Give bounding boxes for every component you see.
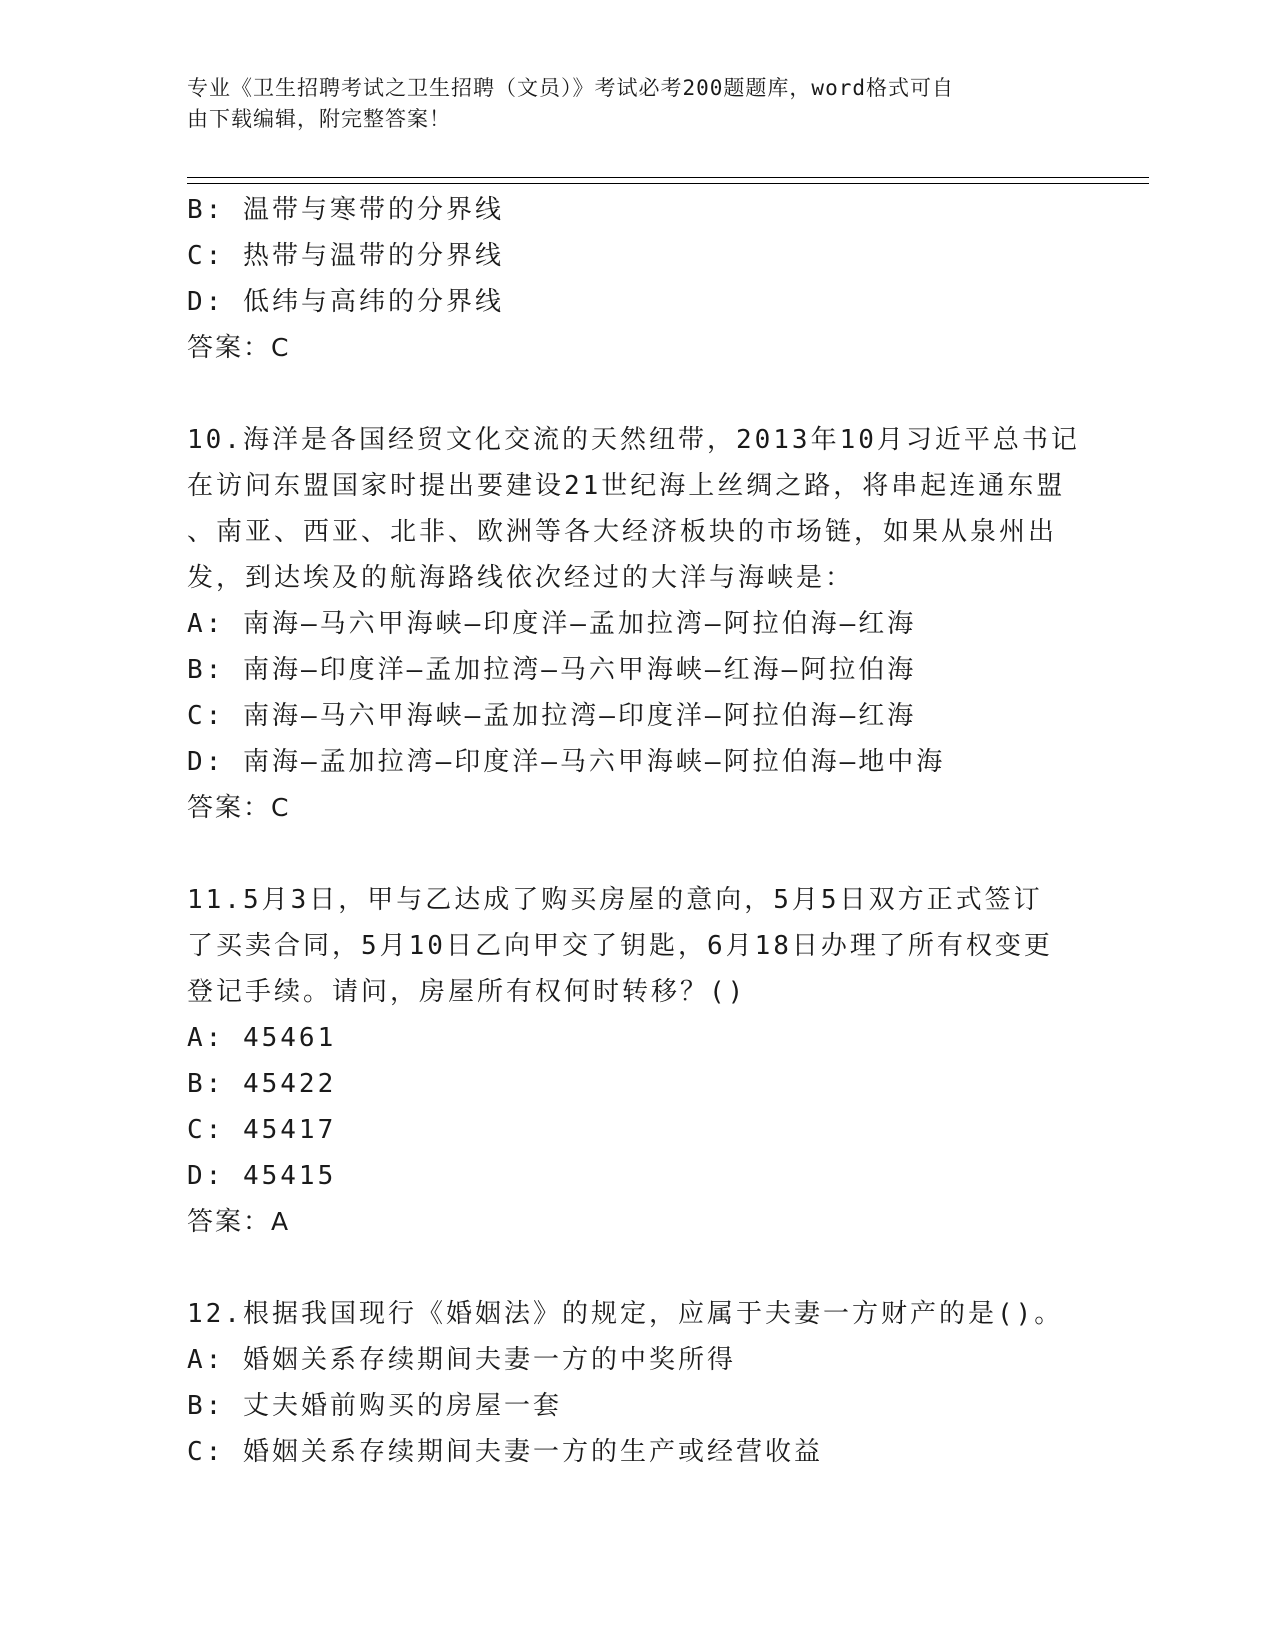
option-b: B: 45422 <box>187 1069 337 1099</box>
answer-value: C <box>271 793 292 822</box>
option-a: A: 南海—马六甲海峡—印度洋—孟加拉湾—阿拉伯海—红海 <box>187 609 917 639</box>
option-d: D: 低纬与高纬的分界线 <box>187 287 504 317</box>
header-divider-bottom <box>187 183 1149 184</box>
question-content <box>187 187 1087 1475</box>
header-title-line-1: 专业《卫生招聘考试之卫生招聘（文员）》考试必考200题题库，word格式可自 <box>187 76 954 100</box>
question-11 <box>187 877 1087 1245</box>
option-d: D: 45415 <box>187 1161 337 1191</box>
question-stem-line: 登记手续。请问，房屋所有权何时转移？() <box>187 977 747 1007</box>
answer-value: C <box>271 333 292 362</box>
option-c: C: 南海—马六甲海峡—孟加拉湾—印度洋—阿拉伯海—红海 <box>187 701 917 731</box>
option-d: D: 南海—孟加拉湾—印度洋—马六甲海峡—阿拉伯海—地中海 <box>187 747 946 777</box>
option-a: A: 45461 <box>187 1023 337 1053</box>
answer-label: 答案： <box>187 333 272 363</box>
option-b: B: 南海—印度洋—孟加拉湾—马六甲海峡—红海—阿拉伯海 <box>187 655 917 685</box>
option-c: C: 热带与温带的分界线 <box>187 241 504 271</box>
document-header <box>187 73 1067 135</box>
option-c: C: 45417 <box>187 1115 337 1145</box>
answer-line <box>187 1199 1087 1245</box>
question-stem-line: 了买卖合同，5月10日乙向甲交了钥匙，6月18日办理了所有权变更 <box>187 931 1053 961</box>
question-stem-line: 在访问东盟国家时提出要建设21世纪海上丝绸之路，将串起连通东盟 <box>187 471 1066 501</box>
answer-line <box>187 325 1087 371</box>
question-stem-line: 、南亚、西亚、北非、欧洲等各大经济板块的市场链，如果从泉州出 <box>187 517 1058 547</box>
question-stem-line: 11.5月3日，甲与乙达成了购买房屋的意向，5月5日双方正式签订 <box>187 885 1043 915</box>
answer-label: 答案： <box>187 793 272 823</box>
option-b: B: 丈夫婚前购买的房屋一套 <box>187 1391 562 1421</box>
answer-label: 答案： <box>187 1207 272 1237</box>
answer-value: A <box>271 1207 292 1236</box>
question-spacer <box>187 831 1087 877</box>
question-stem-line: 12.根据我国现行《婚姻法》的规定，应属于夫妻一方财产的是()。 <box>187 1299 1064 1329</box>
option-c: C: 婚姻关系存续期间夫妻一方的生产或经营收益 <box>187 1437 823 1467</box>
question-12 <box>187 1291 1087 1475</box>
question-10 <box>187 417 1087 831</box>
header-title-line-2: 由下载编辑，附完整答案！ <box>187 107 451 131</box>
question-spacer <box>187 1245 1087 1291</box>
option-b: B: 温带与寒带的分界线 <box>187 195 504 225</box>
answer-line <box>187 785 1087 831</box>
header-divider-top <box>187 177 1149 178</box>
question-stem-line: 发，到达埃及的航海路线依次经过的大洋与海峡是： <box>187 563 855 593</box>
question-stem-line: 10.海洋是各国经贸文化交流的天然纽带，2013年10月习近平总书记 <box>187 425 1080 455</box>
option-a: A: 婚姻关系存续期间夫妻一方的中奖所得 <box>187 1345 736 1375</box>
question-9 <box>187 187 1087 371</box>
question-spacer <box>187 371 1087 417</box>
